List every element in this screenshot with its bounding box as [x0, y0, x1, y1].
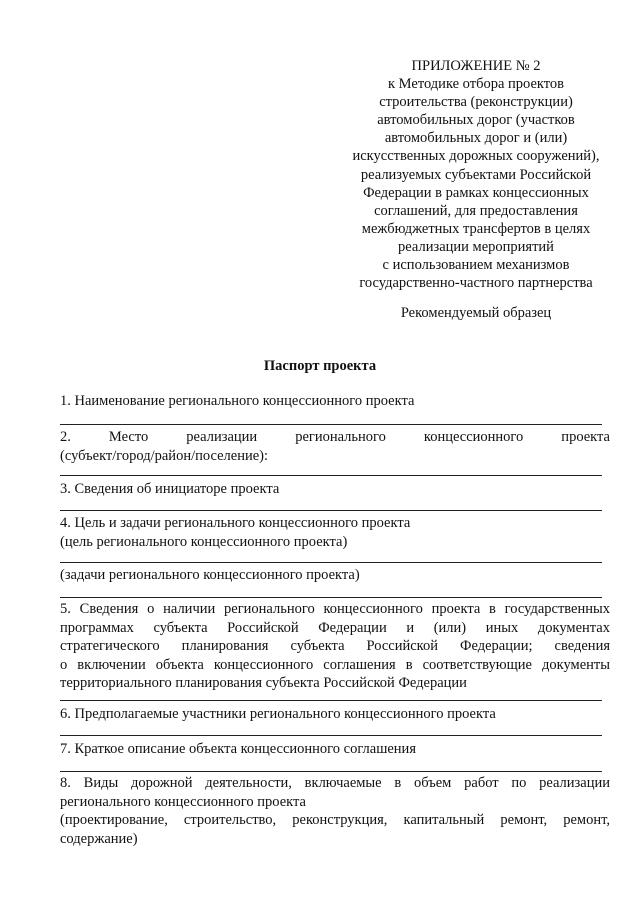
field-programs-line5: территориального планирования субъекта Российской Федерации — [60, 675, 467, 691]
field-project-name-line — [60, 424, 602, 425]
field-tasks-label: (задачи регионального концессионного проекта) — [60, 567, 360, 583]
field-programs-line2: программах субъекта Российской Федерации и (или) иных документах — [60, 619, 610, 636]
appendix-line: межбюджетных трансфертов в целях — [361, 220, 591, 237]
field-participants-line — [60, 735, 602, 736]
field-object-description-line — [60, 771, 602, 772]
appendix-header — [338, 57, 614, 292]
appendix-line: автомобильных дорог (участков — [377, 112, 575, 129]
field-road-works-line2: регионального концессионного проекта — [60, 793, 306, 810]
recommended-sample-label: Рекомендуемый образец — [400, 305, 552, 321]
appendix-line: реализуемых субъектами Российской — [360, 166, 592, 183]
appendix-line: реализации мероприятий — [398, 238, 554, 255]
field-goal-line — [60, 562, 602, 563]
field-project-name-label: 1. Наименование регионального концессионного проекта — [60, 393, 415, 409]
appendix-line: соглашений, для предоставления — [374, 202, 578, 219]
appendix-line: искусственных дорожных сооружений), — [352, 148, 600, 165]
field-location-line1: 2. Место реализации регионального концессионного проекта — [60, 429, 610, 445]
field-programs-line3: стратегического планирования субъекта Российской Федерации; сведения — [60, 638, 610, 654]
field-participants-label: 6. Предполагаемые участники регионального концессионного проекта — [60, 706, 496, 722]
field-road-works-line3: (проектирование, строительство, реконструкция, капитальный ремонт, ремонт, — [60, 812, 610, 828]
appendix-line: государственно-частного партнерства — [359, 275, 593, 292]
field-road-works-label — [60, 774, 610, 848]
field-location-line2: (субъект/город/район/поселение): — [60, 447, 269, 464]
field-programs-line4: о включении объекта концессионного соглашения в соответствующие документы — [60, 656, 610, 673]
appendix-line: Федерации в рамках концессионных — [363, 184, 589, 201]
field-initiator-label: 3. Сведения об инициаторе проекта — [60, 481, 280, 497]
field-goals-line2: (цель регионального концессионного проекта) — [60, 533, 348, 550]
field-goals-line1: 4. Цель и задачи регионального концессионного проекта — [60, 515, 411, 531]
field-object-description-label: 7. Краткое описание объекта концессионного соглашения — [60, 741, 416, 757]
appendix-line: ПРИЛОЖЕНИЕ № 2 — [411, 58, 541, 74]
field-programs-line1: 5. Сведения о наличии регионального концессионного проекта в государственных — [60, 601, 610, 617]
document-title: Паспорт проекта — [263, 358, 377, 374]
field-road-works-line4: содержание) — [60, 830, 138, 847]
appendix-line: автомобильных дорог и (или) — [384, 130, 568, 147]
appendix-line: с использованием механизмов — [382, 257, 570, 274]
field-location-label — [60, 428, 610, 465]
appendix-line: к Методике отбора проектов — [388, 76, 564, 93]
field-initiator-line — [60, 510, 602, 511]
field-programs-label — [60, 600, 610, 693]
field-road-works-line1: 8. Виды дорожной деятельности, включаемые в объем работ по реализации — [60, 775, 610, 791]
field-tasks-line — [60, 597, 602, 598]
field-location-line — [60, 475, 602, 476]
field-goals-label — [60, 514, 610, 551]
appendix-line: строительства (реконструкции) — [379, 94, 573, 111]
field-programs-line — [60, 700, 602, 701]
